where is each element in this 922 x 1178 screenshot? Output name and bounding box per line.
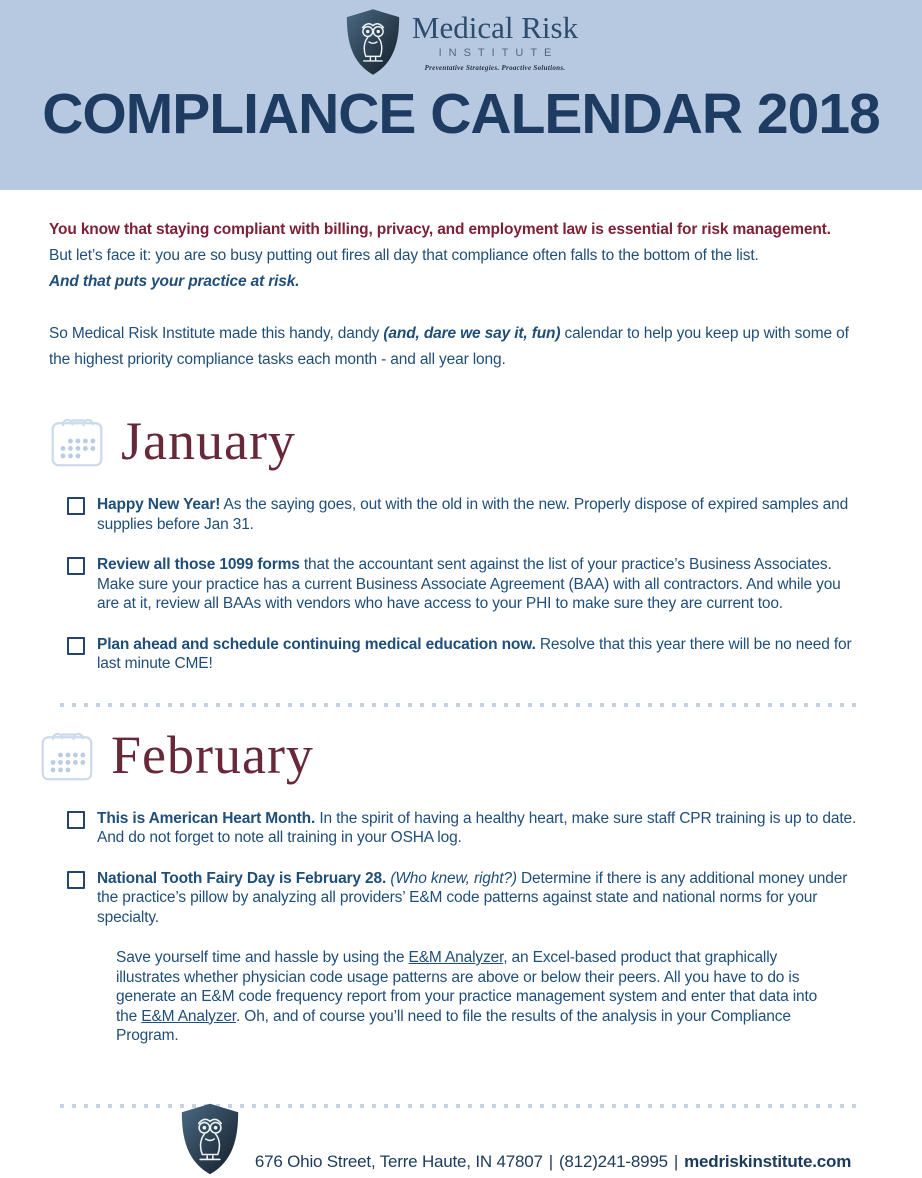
- p2-text: So Medical Risk Institute made this handy, dandy: [49, 325, 384, 342]
- page-title: COMPLIANCE CALENDAR 2018: [42, 82, 880, 146]
- february-header: [49, 724, 873, 785]
- item-lead: Happy New Year!: [97, 496, 221, 513]
- checklist-item: [49, 555, 857, 614]
- extra-text: , an Excel-based product that graphically illustrates whether physician code usage patterns are above or below their peers. All you have to do is generate an E&M code frequency report from your practice management system and enter that data into the: [116, 949, 818, 1025]
- item-text: [97, 555, 857, 614]
- calendar-icon: [49, 413, 105, 469]
- item-text: [97, 809, 857, 848]
- item-lead: Plan ahead and schedule continuing medical education now.: [97, 635, 536, 653]
- task-checkbox[interactable]: [67, 497, 85, 515]
- extra-text: Save yourself time and hassle by using the: [116, 949, 409, 966]
- shield-owl-icon: [179, 1102, 241, 1176]
- item-lead: National Tooth Fairy Day is February 28.: [97, 869, 387, 887]
- item-body: As the saying goes, out with the old in with the new. Properly dispose of expired samples and supplies before Jan 31.: [97, 496, 849, 533]
- em-analyzer-link[interactable]: E&M Analyzer: [141, 1007, 236, 1025]
- brand-tagline: Preventative Strategies. Proactive Solutions.: [424, 63, 566, 72]
- task-checkbox[interactable]: [67, 557, 85, 575]
- brand-subname: INSTITUTE: [438, 46, 559, 59]
- month-section-january: [49, 413, 873, 674]
- intro-paragraph-2: [49, 321, 873, 373]
- footer-address: 676 Ohio Street, Terre Haute, IN 47807: [254, 1152, 543, 1171]
- item-lead: This is American Heart Month.: [97, 809, 316, 827]
- shield-owl-icon: [344, 8, 402, 76]
- item-body: that the accountant sent against the list of your practice’s Business Associates. Make sure your practice has a current Business Associate Agreement (BAA) with all contractors. And while you are at it, review all BAAs with vendors who have access to your PHI to make sure they are current too.: [97, 556, 841, 612]
- brand-wordmark: [412, 8, 578, 72]
- january-header: [49, 413, 873, 469]
- checklist-item: [49, 635, 857, 674]
- intro-line-1: You know that staying compliant with billing, privacy, and employment law is essential for risk management.: [49, 221, 831, 238]
- header-band: [0, 0, 922, 190]
- em-analyzer-link[interactable]: E&M Analyzer: [408, 949, 504, 966]
- month-heading-february: February: [111, 724, 314, 785]
- january-checklist: [49, 495, 873, 674]
- task-checkbox[interactable]: [67, 811, 85, 829]
- footer-phone: (812)241-8995: [558, 1152, 668, 1171]
- item-body: In the spirit of having a healthy heart, make sure staff CPR training is up to date. And do not forget to note all training in your OSHA log.: [97, 809, 857, 846]
- item-aside: (Who knew, right?): [386, 869, 517, 887]
- item-body: Resolve that this year there will be no need for last minute CME!: [97, 635, 852, 672]
- extra-text: . Oh, and of course you’ll need to file the results of the analysis in your Compliance Program.: [116, 1007, 791, 1044]
- item-text: [97, 495, 857, 534]
- document-body: [0, 217, 922, 1108]
- footer-contact: [255, 1152, 851, 1172]
- item-text: [97, 869, 857, 928]
- february-checklist: [49, 809, 873, 1046]
- month-section-february: [49, 724, 873, 1046]
- checklist-item: [49, 869, 857, 928]
- item-lead: Review all those 1099 forms: [97, 556, 300, 573]
- item-body: Determine if there is any additional money under the practice’s pillow by analyzing all providers’ E&M code patterns against state and national norms for your specialty.: [97, 869, 848, 926]
- footer: [0, 1094, 922, 1178]
- checklist-item: [49, 809, 857, 848]
- brand-name: Medical Risk: [411, 10, 579, 45]
- task-checkbox[interactable]: [67, 637, 85, 655]
- february-extra-paragraph: [116, 948, 841, 1046]
- dotted-divider: [60, 703, 862, 707]
- item-text: [97, 635, 857, 674]
- calendar-icon: [39, 727, 95, 783]
- p2-emphasis: (and, dare we say it, fun): [383, 325, 561, 342]
- footer-separator: |: [548, 1152, 553, 1171]
- intro-line-2: But let’s face it: you are so busy putting out fires all day that compliance often falls to the bottom of the list.: [49, 247, 759, 264]
- brand-logo: [0, 0, 922, 76]
- intro-paragraph: [49, 217, 873, 295]
- checklist-item: [49, 495, 857, 534]
- footer-website-link[interactable]: medriskinstitute.com: [684, 1152, 852, 1171]
- footer-separator: |: [673, 1152, 679, 1171]
- task-checkbox[interactable]: [67, 871, 85, 889]
- p2-text-after: calendar to help you keep up with some of the highest priority compliance tasks each month - and all year long.: [49, 325, 849, 368]
- intro-line-3: And that puts your practice at risk.: [49, 273, 300, 290]
- month-heading-january: January: [121, 411, 296, 471]
